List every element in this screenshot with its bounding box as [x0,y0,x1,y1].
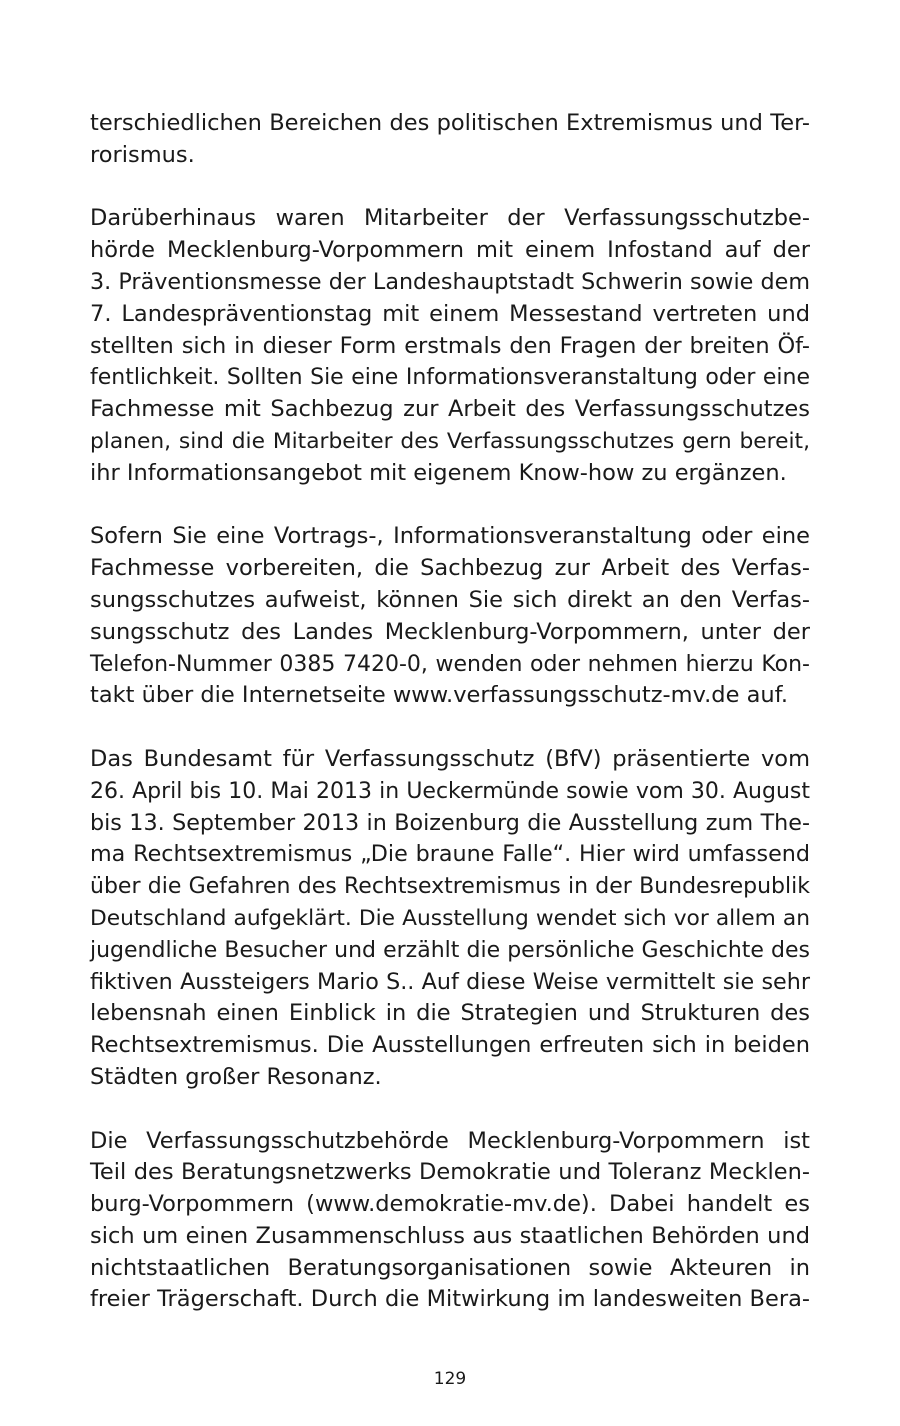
text-line: jugendliche Besucher und erzählt die persönliche Geschichte des [90,937,810,963]
text-line: hörde Mecklenburg-Vorpommern mit einem Infostand auf der [90,237,810,264]
text-line: Das Bundesamt für Verfassungsschutz (BfV) präsentierte vom [90,745,810,772]
text-line: bis 13. September 2013 in Boizenburg die Ausstellung zum The- [90,809,810,836]
text-line: freier Trägerschaft. Durch die Mitwirkung im landesweiten Bera- [90,1286,810,1313]
paragraph [90,1126,810,1317]
text-line: Telefon-Nummer 0385 7420-0, wenden oder nehmen hierzu Kon- [90,651,810,677]
text-line: planen, sind die Mitarbeiter des Verfassungsschutzes gern bereit, [90,428,810,454]
text-line: fentlichkeit. Sollten Sie eine Informationsveranstaltung oder eine [90,365,810,391]
text-line: nichtstaatlichen Beratungsorganisationen sowie Akteuren in [90,1254,810,1281]
paragraph [90,108,810,172]
text-line: Die Verfassungsschutzbehörde Mecklenburg-Vorpommern ist [90,1127,810,1154]
text-line: Städten großer Resonanz. [90,1063,382,1090]
text-line: sich um einen Zusammenschluss aus staatlichen Behörden und [90,1222,810,1249]
paragraph [90,203,810,489]
page-body [90,108,810,1348]
page-number: 129 [433,1369,467,1389]
text-line: sungsschutz des Landes Mecklenburg-Vorpommern, unter der [90,618,810,645]
paragraph [90,521,810,712]
paragraph [90,744,810,1094]
text-line: burg-Vorpommern (www.demokratie-mv.de). Dabei handelt es [90,1191,810,1218]
text-line: sungsschutzes aufweist, können Sie sich direkt an den Verfas- [90,586,810,613]
text-line: terschiedlichen Bereichen des politischen Extremismus und Ter- [90,110,810,136]
text-line: takt über die Internetseite www.verfassungsschutz-mv.de auf. [90,682,789,709]
text-line: Deutschland aufgeklärt. Die Ausstellung wendet sich vor allem an [90,905,810,931]
text-line: ma Rechtsextremismus „Die braune Falle“. Hier wird umfassend [90,841,810,868]
text-line: Rechtsextremismus. Die Ausstellungen erfreuten sich in beiden [90,1032,810,1059]
text-line: stellten sich in dieser Form erstmals den Fragen der breiten Öf- [90,332,810,359]
text-line: 3. Präventionsmesse der Landeshauptstadt Schwerin sowie dem [90,268,810,295]
text-line: Fachmesse vorbereiten, die Sachbezug zur Arbeit des Verfas- [90,555,810,582]
text-line: über die Gefahren des Rechtsextremismus in der Bundesrepublik [90,874,810,900]
text-line: Teil des Beratungsnetzwerks Demokratie und Toleranz Mecklen- [90,1159,810,1186]
text-line: ihr Informationsangebot mit eigenem Know-how zu ergänzen. [90,459,787,486]
text-line: 7. Landespräventionstag mit einem Messestand vertreten und [90,300,810,327]
text-line: 26. April bis 10. Mai 2013 in Ueckermünde sowie vom 30. August [90,778,810,804]
text-line: Fachmesse mit Sachbezug zur Arbeit des Verfassungsschutzes [90,396,810,423]
text-line: fiktiven Aussteigers Mario S.. Auf diese Weise vermittelt sie sehr [90,968,810,995]
text-line: Darüberhinaus waren Mitarbeiter der Verfassungsschutzbe- [90,205,810,232]
text-line: lebensnah einen Einblick in die Strategien und Strukturen des [90,1000,810,1027]
text-line: rorismus. [90,141,195,168]
text-line: Sofern Sie eine Vortrags-, Informationsveranstaltung oder eine [90,523,810,550]
